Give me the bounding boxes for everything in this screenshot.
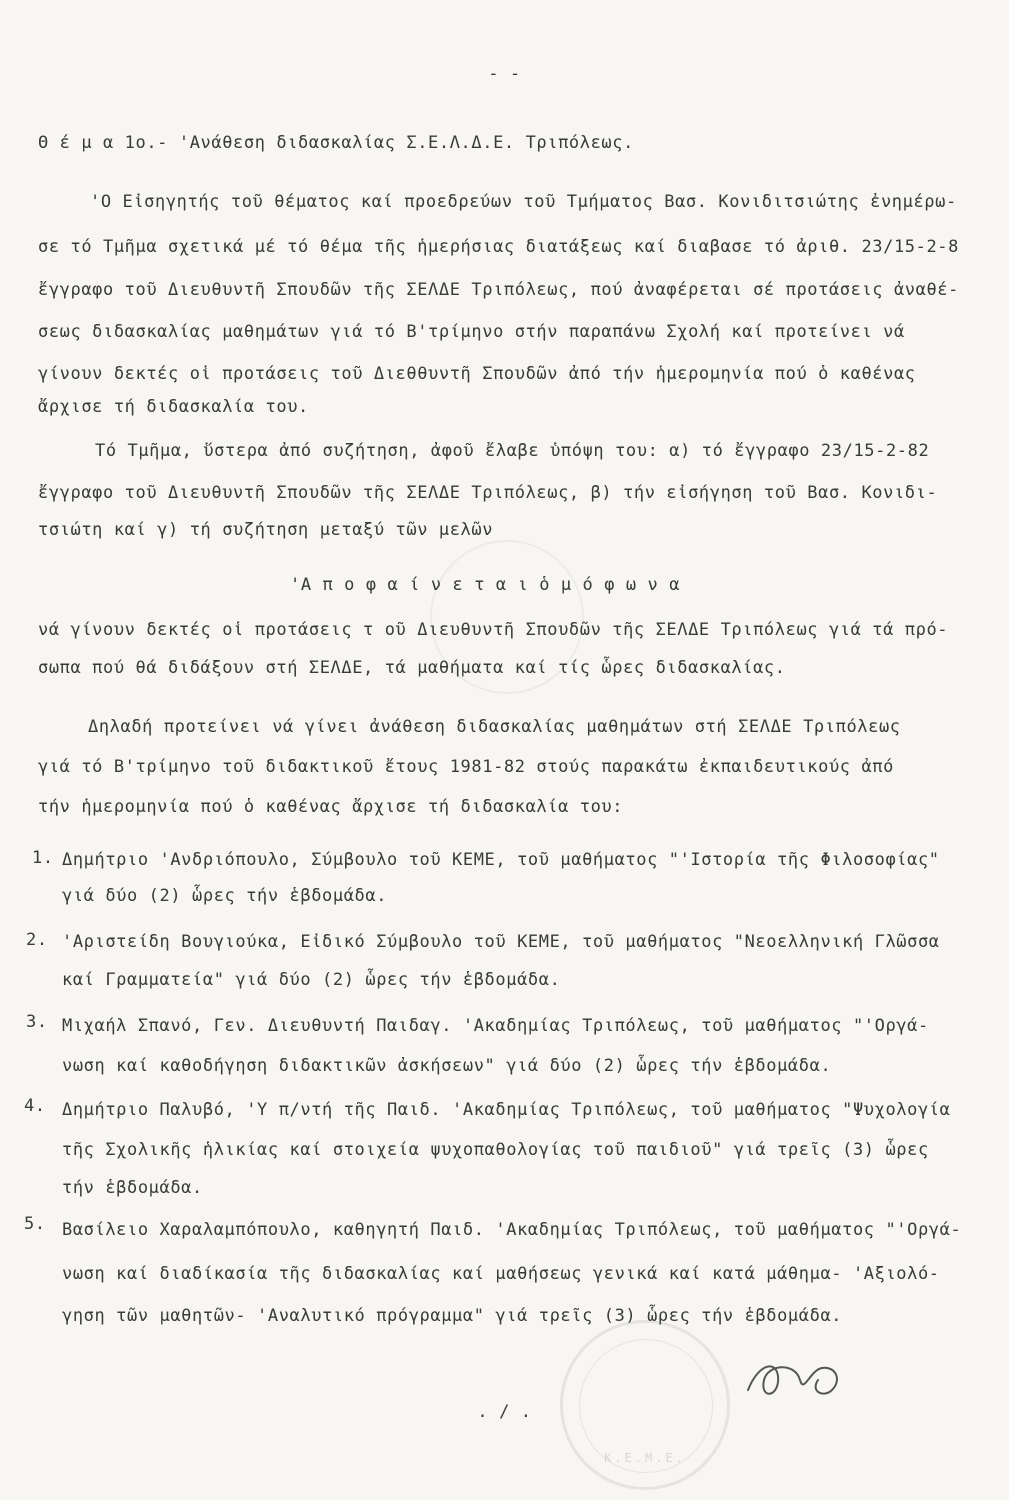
text-line: γιά τό Β'τρίμηνο τοῦ διδακτικοῦ ἔτους 1981-82 στούς παρακάτω ἐκπαιδευτικούς ἀπό [38,757,894,777]
text-line: γηση τῶν μαθητῶν- 'Αναλυτικό πρόγραμμα" γιά τρεῖς (3) ὧρες τήν ἑβδομάδα. [62,1306,843,1326]
text-line: ἔγγραφο τοῦ Διευθυντῆ Σπουδῶν τῆς ΣΕΛΔΕ Τριπόλεως, β) τήν εἰσήγηση τοῦ Βασ. Κονιδι- [38,483,938,503]
signature-icon [740,1350,850,1410]
list-item-number: 3. [26,1012,48,1032]
text-line: σεως διδασκαλίας μαθημάτων γιά τό Β'τρίμηνο στήν παραπάνω Σχολή καί προτείνει νά [38,322,905,342]
text-line: καί Γραμματεία" γιά δύο (2) ὧρες τήν ἑβδομάδα. [62,970,561,990]
text-line: τσιώτη καί γ) τή συζήτηση μεταξύ τῶν μελῶν [38,520,494,540]
text-line: Τό Τμῆμα, ὕστερα ἀπό συζήτηση, ἀφοῦ ἔλαβε ὑπόψη του: α) τό ἔγγραφο 23/15-2-82 [95,441,930,461]
text-line: σε τό Τμῆμα σχετικά μέ τό θέμα τῆς ἡμερήσιας διατάξεως καί διαβασε τό ἀριθ. 23/15-2-8 [38,237,959,257]
text-line: γίνουν δεκτές οἱ προτάσεις τοῦ Διεθθυντῆ Σπουδῶν ἀπό τήν ἡμερομηνία πού ὁ καθένας [38,364,916,384]
list-item-number: 4. [24,1096,46,1116]
page-marker: - - [488,64,521,84]
text-line: 'Ο Εἰσηγητής τοῦ θέματος καί προεδρεύων τοῦ Τμήματος Βασ. Κονιδιτσιώτης ἐνημέρω- [90,192,957,212]
list-item-number: 1. [32,848,54,868]
text-line: Δημήτριο 'Ανδριόπουλο, Σύμβουλο τοῦ ΚΕΜΕ, τοῦ μαθήματος "'Ιστορία τῆς Φιλοσοφίας" [62,850,940,870]
text-line: ἔγγραφο τοῦ Διευθυντῆ Σπουδῶν τῆς ΣΕΛΔΕ Τριπόλεως, πού ἀναφέρεται σέ προτάσεις ἀναθέ- [38,280,959,300]
text-line: νωση καί διαδίκασία τῆς διδασκαλίας καί μαθήσεως γενικά καί κατά μάθημα- 'Αξιολό- [62,1264,940,1284]
text-line: τήν ἡμερομηνία πού ὁ καθένας ἄρχισε τή διδασκαλία του: [38,797,624,817]
list-item-number: 5. [24,1214,46,1234]
text-line: τήν ἑβδομάδα. [62,1178,203,1198]
text-line: νωση καί καθοδήγηση διδακτικῶν ἀσκήσεων" γιά δύο (2) ὧρες τήν ἑβδομάδα. [62,1056,832,1076]
text-line: Δημήτριο Παλυβό, 'Υ π/ντή τῆς Παιδ. 'Ακαδημίας Τριπόλεως, τοῦ μαθήματος "Ψυχολογία [62,1100,951,1120]
text-line: γιά δύο (2) ὧρες τήν ἑβδομάδα. [62,886,388,906]
text-line: νά γίνουν δεκτές οἱ προτάσεις τ οῦ Διευθυντῆ Σπουδῶν τῆς ΣΕΛΔΕ Τριπόλεως γιά τά πρό- [38,620,949,640]
text-line: 'Αριστείδη Βουγιούκα, Εἰδικό Σύμβουλο τοῦ ΚΕΜΕ, τοῦ μαθήματος "Νεοελληνική Γλῶσσα [62,932,940,952]
continuation-marker: . / . [477,1402,532,1422]
text-line: Μιχαήλ Σπανό, Γεν. Διευθυντή Παιδαγ. 'Ακαδημίας Τριπόλεως, τοῦ μαθήματος "'Οργά- [62,1016,929,1036]
official-stamp [560,1320,730,1490]
text-line: Δηλαδή προτείνει νά γίνει ἀνάθεση διδασκαλίας μαθημάτων στή ΣΕΛΔΕ Τριπόλεως [88,717,901,737]
text-line: Βασίλειο Χαραλαμπόπουλο, καθηγητή Παιδ. 'Ακαδημίας Τριπόλεως, τοῦ μαθήματος "'Οργά- [62,1220,962,1240]
decision-heading: 'Α π ο φ α ί ν ε τ α ι ὁ μ ό φ ω ν α [290,575,681,595]
text-line: τῆς Σχολικῆς ἡλικίας καί στοιχεία ψυχοπαθολογίας τοῦ παιδιοῦ" γιά τρεῖς (3) ὧρες [62,1140,929,1160]
stamp-text: Κ.Ε.Μ.Ε. [604,1451,686,1465]
text-line: ἄρχισε τή διδασκαλία του. [38,397,309,417]
text-line: σωπα πού θά διδάξουν στή ΣΕΛΔΕ, τά μαθήματα καί τίς ὧρες διδασκαλίας. [38,658,786,678]
list-item-number: 2. [26,930,48,950]
topic-line: Θ έ μ α 1ο.- 'Ανάθεση διδασκαλίας Σ.Ε.Λ.Δ.Ε. Τριπόλεως. [38,133,634,153]
